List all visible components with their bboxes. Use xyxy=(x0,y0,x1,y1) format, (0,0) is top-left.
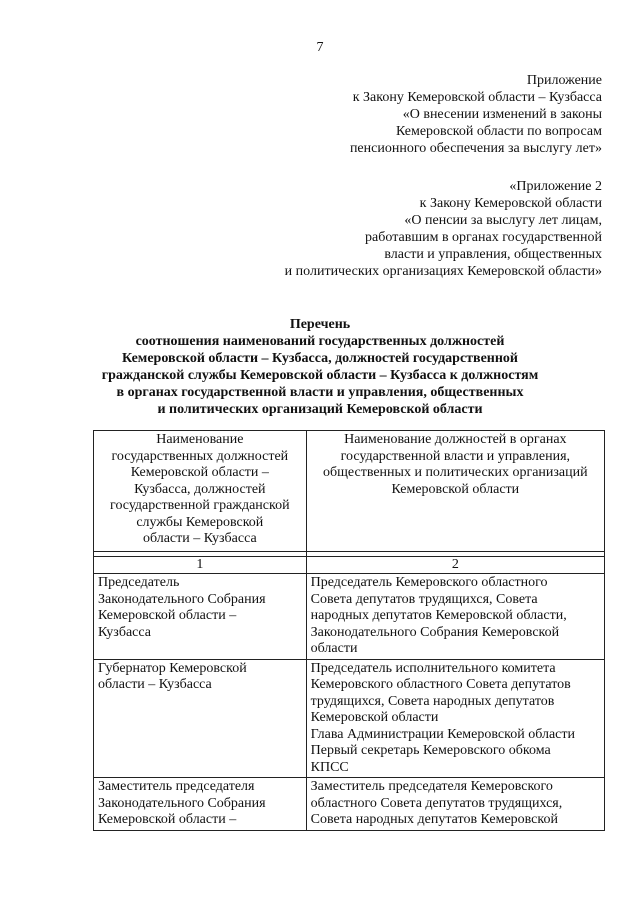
header-col-2 xyxy=(306,431,604,552)
header-col-1 xyxy=(94,431,307,552)
cell-line: Законодательного Собрания xyxy=(98,591,266,607)
cell-line: Кемеровской области – xyxy=(98,812,237,827)
cell-line: народных депутатов Кемеровской области, xyxy=(310,608,567,623)
cell-line: Председатель Кемеровского областного xyxy=(310,575,548,590)
header-col-1-line: области – Кузбасса xyxy=(142,531,257,546)
header-col-2-line: Наименование должностей в органах xyxy=(344,432,567,447)
cell-line: трудящихся, Совета народных депутатов xyxy=(310,693,555,709)
cell-line: Кузбасса xyxy=(98,624,151,640)
cell-line: областного Совета депутатов трудящихся, xyxy=(310,795,563,811)
row-position-cell xyxy=(94,778,307,831)
table-header-row xyxy=(94,431,605,552)
appendix-1-line: Кемеровской области по вопросам xyxy=(395,124,602,139)
cell-line: КПСС xyxy=(310,759,349,775)
row-position-cell xyxy=(94,574,307,660)
header-col-1-line: государственной гражданской xyxy=(110,498,290,513)
header-col-2-line: Кемеровской области xyxy=(391,481,520,497)
cell-line: Председатель исполнительного комитета xyxy=(310,660,556,676)
row-position-cell xyxy=(94,659,307,778)
table-row xyxy=(94,659,605,778)
appendix-2-line: «Приложение 2 xyxy=(509,179,602,194)
positions-table xyxy=(93,430,605,831)
appendix-2-line: «О пенсии за выслугу лет лицам, xyxy=(404,213,602,228)
table-row xyxy=(94,778,605,831)
header-col-1-line: Кемеровской области – xyxy=(130,465,269,480)
row-equivalent-cell xyxy=(306,778,604,831)
appendix-2-line: и политических организациях Кемеровской области» xyxy=(284,264,602,279)
cell-line: Совета народных депутатов Кемеровской xyxy=(310,812,558,827)
cell-line: Кемеровской области xyxy=(310,710,439,725)
cell-line: Кемеровского областного Совета депутатов xyxy=(310,677,571,692)
appendix-1-line: пенсионного обеспечения за выслугу лет» xyxy=(349,141,602,156)
appendix-2-line: работавшим в органах государственной xyxy=(365,230,602,245)
cell-line: Законодательного Собрания Кемеровской xyxy=(310,624,560,640)
column-number-1: 1 xyxy=(94,557,307,574)
cell-line: Заместитель председателя xyxy=(98,779,255,794)
title-line: в органах государственной власти и управления, общественных xyxy=(116,385,524,400)
cell-line: Законодательного Собрания xyxy=(98,795,266,811)
cell-line: области – Кузбасса xyxy=(98,677,212,692)
cell-line: Председатель xyxy=(98,575,180,590)
appendix-reference-1 xyxy=(350,72,602,157)
column-number-2: 2 xyxy=(306,557,604,574)
title-line: соотношения наименований государственных должностей xyxy=(135,334,505,349)
column-number-row xyxy=(94,557,605,574)
header-col-1-line: Кузбасса, должностей xyxy=(134,481,266,497)
cell-line: области xyxy=(310,641,358,656)
cell-line: Глава Администрации Кемеровской области xyxy=(310,726,575,742)
cell-line: Совета депутатов трудящихся, Совета xyxy=(310,591,538,607)
appendix-1-line: Приложение xyxy=(526,73,602,88)
header-col-2-line: общественных и политических организаций xyxy=(323,465,588,480)
header-col-1-line: Наименование xyxy=(156,432,244,447)
list-title xyxy=(80,316,560,418)
title-line: гражданской службы Кемеровской области – Кузбасса к должностям xyxy=(101,368,539,383)
appendix-1-line: «О внесении изменений в законы xyxy=(402,107,602,122)
header-col-1-line: службы Кемеровской xyxy=(136,514,264,530)
cell-line: Первый секретарь Кемеровского обкома xyxy=(310,743,551,758)
appendix-2-line: к Закону Кемеровской области xyxy=(419,196,602,211)
row-equivalent-cell xyxy=(306,574,604,660)
table-row xyxy=(94,574,605,660)
appendix-reference-2 xyxy=(285,178,602,280)
title-line: Кемеровской области – Кузбасса, должностей государственной xyxy=(121,351,519,366)
cell-line: Заместитель председателя Кемеровского xyxy=(310,779,553,794)
title-line: Перечень xyxy=(289,317,351,332)
cell-line: Кемеровской области – xyxy=(98,608,237,623)
page-number: 7 xyxy=(316,40,324,55)
cell-line: Губернатор Кемеровской xyxy=(98,660,247,676)
appendix-1-line: к Закону Кемеровской области – Кузбасса xyxy=(352,90,602,105)
header-col-1-line: государственных должностей xyxy=(111,448,289,464)
header-col-2-line: государственной власти и управления, xyxy=(340,448,571,464)
appendix-2-line: власти и управления, общественных xyxy=(384,247,602,262)
title-line: и политических организаций Кемеровской области xyxy=(157,402,483,417)
row-equivalent-cell xyxy=(306,659,604,778)
